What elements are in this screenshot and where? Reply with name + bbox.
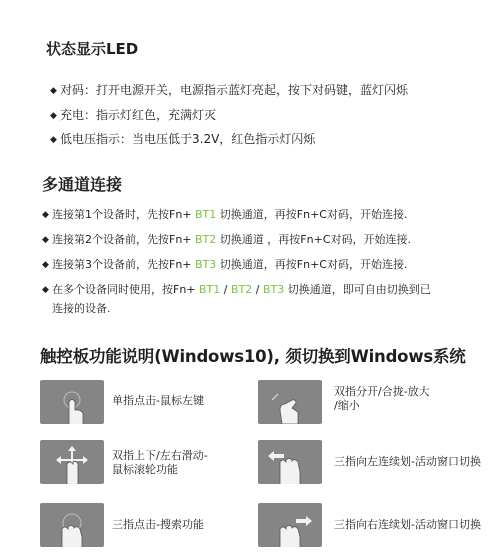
led-item-charging: ◆ 充电：指示灯红色，充满灯灭 xyxy=(50,108,217,122)
two-finger-pinch-icon xyxy=(258,380,322,424)
gesture-caption-swipe-right: 三指向右连续划-活动窗口切换 xyxy=(334,518,481,531)
channel-item-multi: ◆ 在多个设备同时使用，按Fn+ BT1 / BT2 / BT3 切换通道，即可自由切换到已 xyxy=(42,283,431,296)
channel-item-1: ◆ 连接第1个设备时，先按Fn+ BT1 切换通道，再按Fn+C对码，开始连接. xyxy=(42,208,408,221)
three-finger-swipe-right-icon xyxy=(258,503,322,547)
bullet-icon: ◆ xyxy=(50,111,57,121)
gesture-caption-three-tap: 三指点击-搜索功能 xyxy=(112,518,204,531)
bullet-icon: ◆ xyxy=(50,86,57,96)
gesture-caption-scroll: 双指上下/左右滑动- 鼠标滚轮功能 xyxy=(112,449,208,476)
bullet-icon: ◆ xyxy=(50,135,57,145)
section-title-touchpad: 触控板功能说明(Windows10), 须切换到Windows系统 xyxy=(40,347,466,366)
section-title-multichannel: 多通道连接 xyxy=(42,175,123,194)
bullet-icon: ◆ xyxy=(42,235,49,245)
bullet-icon: ◆ xyxy=(42,260,49,270)
three-finger-swipe-left-icon xyxy=(258,440,322,484)
led-item-pairing: ◆ 对码：打开电源开关，电源指示蓝灯亮起，按下对码键，蓝灯闪烁 xyxy=(50,83,409,97)
three-finger-tap-icon xyxy=(40,503,104,547)
gesture-caption-single-tap: 单指点击-鼠标左键 xyxy=(112,394,204,407)
gesture-caption-swipe-left: 三指向左连续划-活动窗口切换 xyxy=(334,455,481,468)
channel-item-multi-line2: 连接的设备. xyxy=(52,302,111,315)
led-item-low-voltage: ◆ 低电压指示：当电压低于3.2V，红色指示灯闪烁 xyxy=(50,132,316,146)
bullet-icon: ◆ xyxy=(42,210,49,220)
single-finger-tap-icon xyxy=(40,380,104,424)
bullet-icon: ◆ xyxy=(42,285,49,295)
gesture-caption-pinch: 双指分开/合拢-放大 /缩小 xyxy=(334,385,430,412)
two-finger-scroll-icon xyxy=(40,440,104,484)
channel-item-3: ◆ 连接第3个设备前，先按Fn+ BT3 切换通道，再按Fn+C对码，开始连接. xyxy=(42,258,408,271)
section-title-led: 状态显示LED xyxy=(46,40,139,58)
channel-item-2: ◆ 连接第2个设备前，先按Fn+ BT2 切换通道 ，再按Fn+C对码，开始连接. xyxy=(42,233,411,246)
